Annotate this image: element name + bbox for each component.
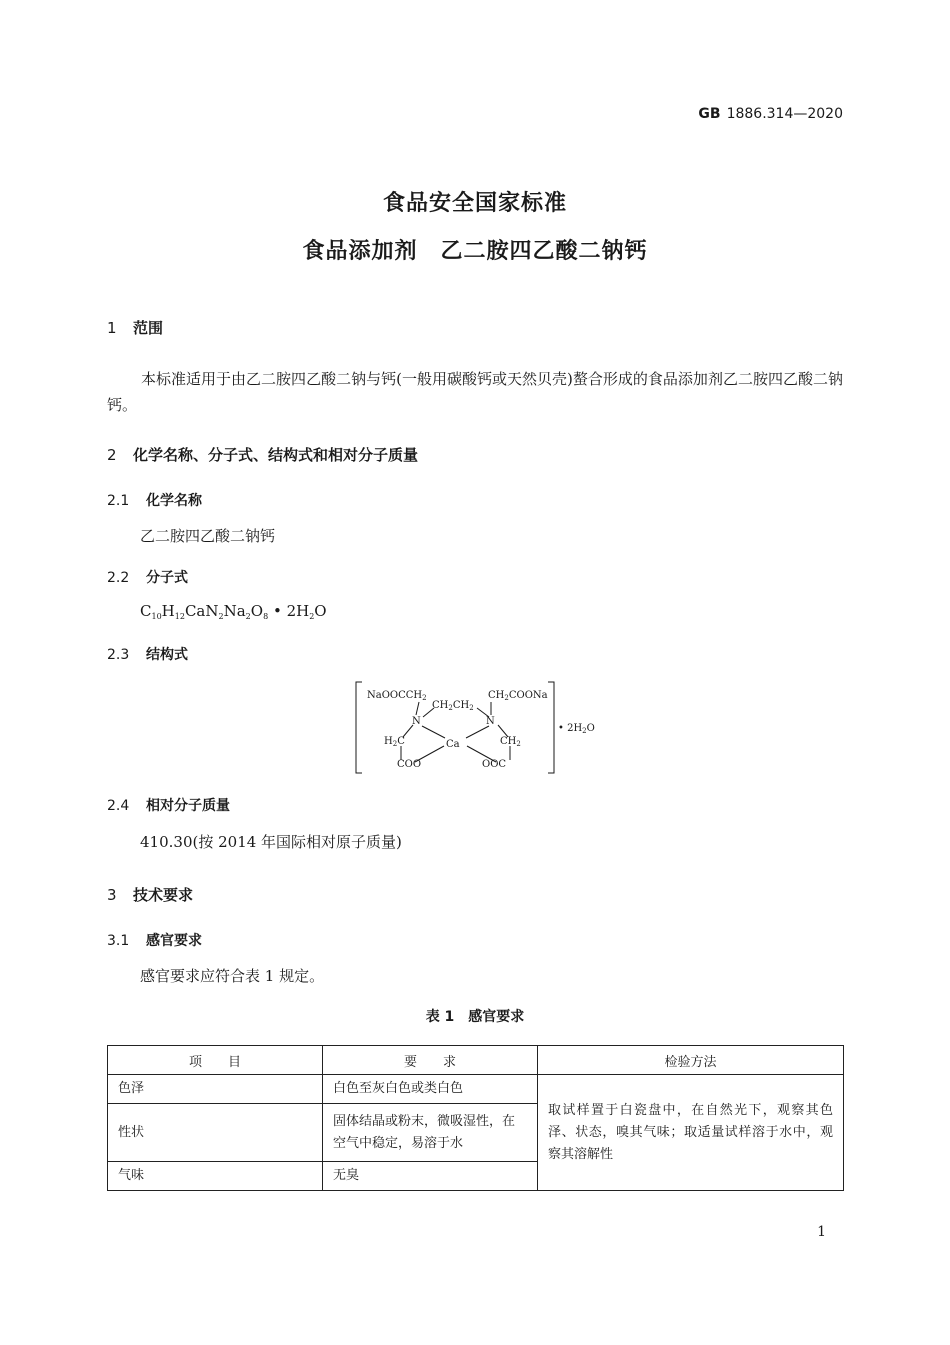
molecular-formula: $C_{10}H_{12}CaN_2Na_2O_8$ • $2H_2O$ xyxy=(140,602,327,621)
table-cell-requirement: 白色至灰白色或类白色 xyxy=(323,1075,538,1104)
scope-paragraph: 本标准适用于由乙二胺四乙酸二钠与钙(一般用碳酸钙或天然贝壳)螯合形成的食品添加剂乙二胺四乙酸二钠钙。 xyxy=(107,370,843,414)
struct-ch2ch2: $CH_2CH_2$ xyxy=(432,700,474,712)
struct-ooc: OOC xyxy=(482,759,507,770)
struct-n-left: N xyxy=(412,716,421,727)
section-title: 化学名称、分子式、结构式和相对分子质量 xyxy=(133,446,419,464)
section-title: 相对分子质量 xyxy=(146,798,230,814)
section-number: 2.2 xyxy=(107,570,130,586)
section-2-2-heading xyxy=(107,567,188,587)
structural-formula-diagram xyxy=(352,680,612,775)
struct-n-right: N xyxy=(486,716,495,727)
section-1-heading xyxy=(107,317,163,338)
section-title: 分子式 xyxy=(146,570,188,586)
section-title: 技术要求 xyxy=(133,886,194,904)
section-number: 2.4 xyxy=(107,798,130,814)
table-caption: 表 1 感官要求 xyxy=(425,1009,525,1025)
table-cell-item: 气味 xyxy=(108,1162,323,1191)
chemical-name: 乙二胺四乙酸二钠钙 xyxy=(140,527,276,545)
struct-hydrate: • $2H_2O$ xyxy=(558,723,595,735)
table-cell-item: 色泽 xyxy=(108,1075,323,1104)
standard-code xyxy=(698,106,843,122)
section-number: 1 xyxy=(107,319,117,337)
standard-prefix: GB xyxy=(698,106,721,122)
section-title: 化学名称 xyxy=(146,493,202,509)
struct-coo: COO xyxy=(397,759,422,770)
sensory-intro: 感官要求应符合表 1 规定。 xyxy=(140,967,325,985)
section-title: 范围 xyxy=(133,319,164,337)
struct-naoocch2: NaOOCCH$_2$ xyxy=(367,690,427,702)
section-number: 2 xyxy=(107,446,117,464)
standard-number: 1886.314—2020 xyxy=(726,106,843,122)
table-cell-item: 性状 xyxy=(108,1104,323,1162)
table-row xyxy=(108,1075,844,1104)
section-2-4-heading xyxy=(107,795,230,815)
table-header-item: 项 目 xyxy=(108,1046,323,1075)
section-number: 2.1 xyxy=(107,493,130,509)
struct-ch2coona: $CH_2COONa$ xyxy=(488,690,548,702)
document-subtitle: 食品添加剂 乙二胺四乙酸二钠钙 xyxy=(302,239,648,264)
section-2-1-heading xyxy=(107,490,202,510)
section-number: 2.3 xyxy=(107,647,130,663)
page-number: 1 xyxy=(817,1224,826,1240)
table-cell-requirement: 固体结晶或粉末，微吸湿性，在空气中稳定，易溶于水 xyxy=(323,1104,538,1162)
struct-ca: Ca xyxy=(446,739,460,750)
table-cell-method: 取试样置于白瓷盘中，在自然光下，观察其色泽、状态，嗅其气味；取适量试样溶于水中，观察其溶解性 xyxy=(538,1075,844,1191)
document-title: 食品安全国家标准 xyxy=(382,191,567,216)
section-2-3-heading xyxy=(107,644,188,664)
section-number: 3.1 xyxy=(107,933,130,949)
table-header-requirement: 要 求 xyxy=(323,1046,538,1075)
sensory-requirements-table xyxy=(107,1045,844,1191)
section-3-heading xyxy=(107,884,193,905)
table-header-row xyxy=(108,1046,844,1075)
struct-h2c: $H_2C$ xyxy=(384,736,405,748)
section-2-heading xyxy=(107,444,418,465)
section-number: 3 xyxy=(107,886,117,904)
section-3-1-heading xyxy=(107,930,202,950)
table-cell-requirement: 无臭 xyxy=(323,1162,538,1191)
table-header-method: 检验方法 xyxy=(538,1046,844,1075)
struct-ch2-right: $CH_2$ xyxy=(500,736,521,748)
section-title: 感官要求 xyxy=(146,933,202,949)
molecular-mass: 410.30(按 2014 年国际相对原子质量) xyxy=(140,833,402,851)
section-title: 结构式 xyxy=(146,647,188,663)
